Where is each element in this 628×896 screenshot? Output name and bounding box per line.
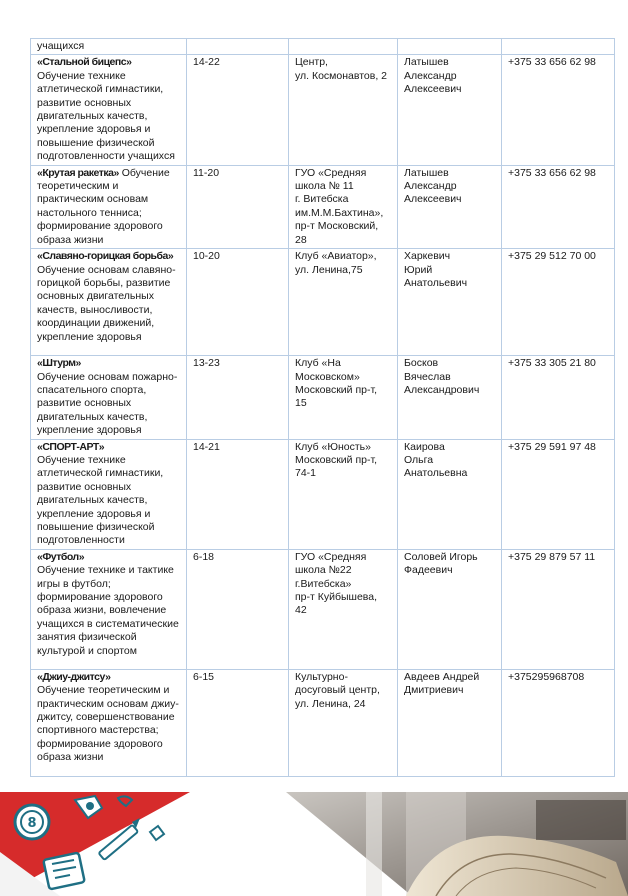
club-name: «Штурм» (37, 357, 81, 370)
leader-cell: Латышев Александр Алексеевич (398, 165, 502, 248)
clubs-table (30, 38, 615, 777)
phone-cell: +375 29 512 70 00 (502, 249, 615, 356)
club-cell (31, 55, 187, 165)
club-name: «Стальной бицепс» (37, 56, 132, 69)
club-description: Обучение технике и тактике игры в футбол; формирование здорового образа жизни, вовлечение учащихся в систематические занятия физической культурой и спортом (37, 564, 179, 657)
svg-text:8: 8 (27, 816, 37, 831)
age-cell: 6-18 (187, 549, 289, 669)
address-cell: Клуб «Юность» Московский пр-т, 74-1 (289, 439, 398, 549)
leader-cell: Соловей Игорь Фадеевич (398, 549, 502, 669)
leader-cell: Авдеев Андрей Дмитриевич (398, 669, 502, 776)
age-cell: 14-22 (187, 55, 289, 165)
table-row (31, 669, 615, 776)
club-name: «Футбол» (37, 550, 85, 563)
age-cell: 11-20 (187, 165, 289, 248)
club-cell (31, 249, 187, 356)
age-cell (187, 39, 289, 55)
age-cell: 6-15 (187, 669, 289, 776)
phone-cell: +375295968708 (502, 669, 615, 776)
table-row (31, 356, 615, 439)
table-row (31, 549, 615, 669)
age-cell: 14-21 (187, 439, 289, 549)
decorative-footer (0, 792, 628, 896)
school-doodles-icon (0, 792, 190, 896)
club-description: Обучение основам славяно-горицкой борьбы, развитие основных двигательных качеств, выносливости, координации движений, укрепление здоровья (37, 263, 176, 343)
table-row (31, 439, 615, 549)
address-cell: ГУО «Средняя школа №22 г.Витебска» пр-т Куйбышева, 42 (289, 549, 398, 669)
address-cell (289, 39, 398, 55)
leader-cell: Латышев Александр Алексеевич (398, 55, 502, 165)
club-cell (31, 549, 187, 669)
age-cell: 10-20 (187, 249, 289, 356)
phone-cell: +375 33 305 21 80 (502, 356, 615, 439)
address-cell: Культурно-досуговый центр, ул. Ленина, 24 (289, 669, 398, 776)
leader-cell (398, 39, 502, 55)
table-row (31, 39, 615, 55)
club-name: «Славяно-горицкая борьба» (37, 250, 174, 263)
club-cell (31, 39, 187, 55)
phone-cell (502, 39, 615, 55)
club-cell (31, 669, 187, 776)
phone-cell: +375 33 656 62 98 (502, 55, 615, 165)
table-row (31, 55, 615, 165)
club-description: учащихся (37, 40, 85, 52)
table-row (31, 249, 615, 356)
phone-cell: +375 33 656 62 98 (502, 165, 615, 248)
leader-cell: Харкевич Юрий Анатольевич (398, 249, 502, 356)
club-name: «Крутая ракетка» (37, 166, 119, 179)
club-cell (31, 439, 187, 549)
book-photo (286, 792, 628, 896)
age-cell: 13-23 (187, 356, 289, 439)
leader-cell: Босков Вячеслав Александрович (398, 356, 502, 439)
club-name: «Джиу-джитсу» (37, 670, 111, 683)
phone-cell: +375 29 879 57 11 (502, 549, 615, 669)
leader-cell: Каирова Ольга Анатольевна (398, 439, 502, 549)
club-cell (31, 165, 187, 248)
address-cell: Клуб «На Московском» Московский пр-т, 15 (289, 356, 398, 439)
club-description: Обучение теоретическим и практическим основам настольного тенниса; формирование здорового образа жизни (37, 166, 170, 246)
club-description: Обучение теоретическим и практическим основам джиу-джитсу, совершенствование спортивного мастерства; формирование здорового образа жизни (37, 684, 179, 764)
club-description: Обучение технике атлетической гимнастики, развитие основных двигательных качеств, укрепление здоровья и повышение физической подготовленности учащихся (37, 69, 175, 163)
address-cell: ГУО «Средняя школа № 11 г. Витебска им.М.М.Бахтина», пр-т Московский, 28 (289, 165, 398, 248)
table-row (31, 165, 615, 248)
club-name: «СПОРТ-АРТ» (37, 440, 105, 453)
club-description: Обучение технике атлетической гимнастики, развитие основных двигательных качеств, укрепление здоровья и повышение физической подготовленности (37, 453, 164, 547)
club-description: Обучение основам пожарно-спасательного спорта, развитие основных двигательных качеств, укрепление здоровья (37, 370, 178, 437)
address-cell: Клуб «Авиатор», ул. Ленина,75 (289, 249, 398, 356)
phone-cell: +375 29 591 97 48 (502, 439, 615, 549)
address-cell: Центр, ул. Космонавтов, 2 (289, 55, 398, 165)
club-cell (31, 356, 187, 439)
